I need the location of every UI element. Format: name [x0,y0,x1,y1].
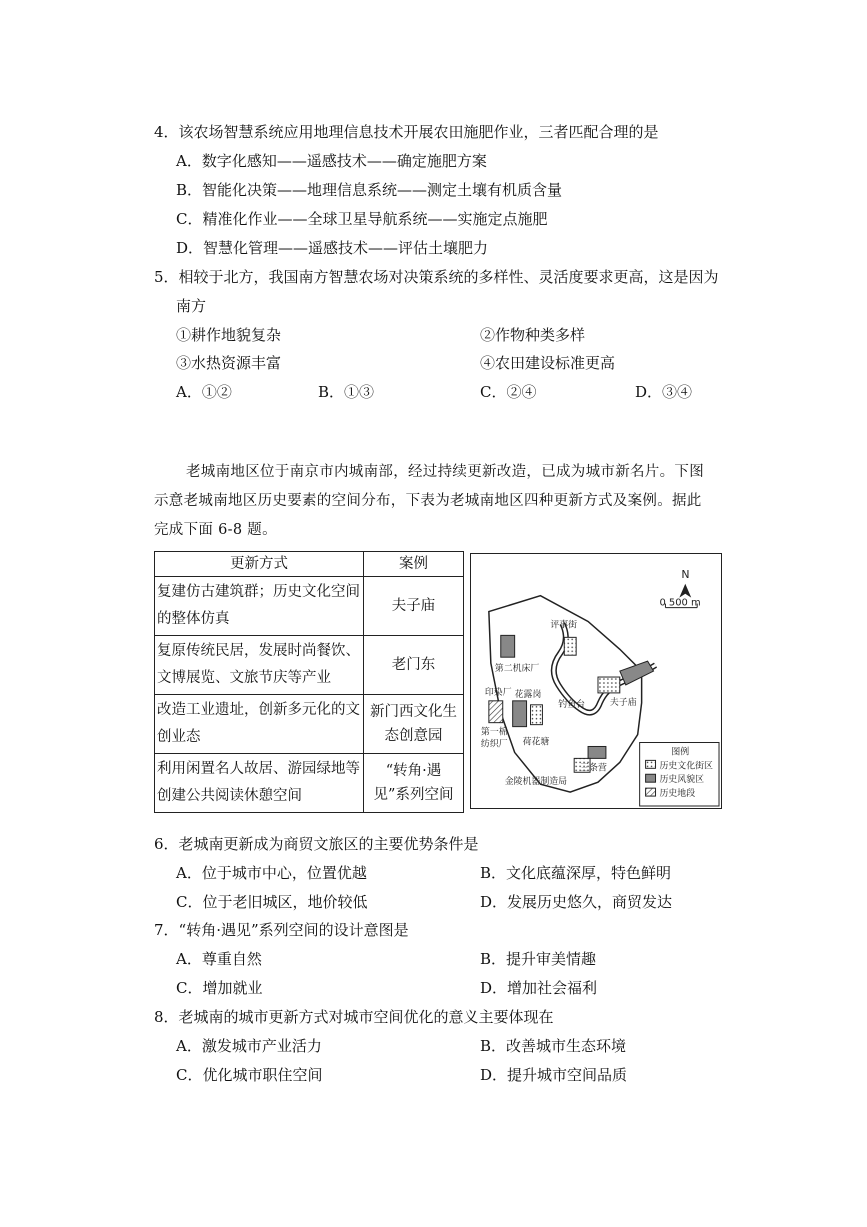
passage-line-1: 老城南地区位于南京市内城南部，经过持续更新改造，已成为城市新名片。下图 [186,464,704,480]
map-label: 第二机床厂 [494,664,540,675]
question-4-stem: 4．该农场智慧系统应用地理信息技术开展农田施肥作业，三者匹配合理的是 [154,123,659,141]
map-label: 荷花塘 [522,737,550,748]
legend-item: 历史地段 [659,789,696,800]
question-7-option-a[interactable]: A．尊重自然 [176,950,262,968]
question-6-option-d[interactable]: D．发展历史悠久，商贸发达 [480,893,673,911]
feature-area [588,746,606,758]
table-header-method: 更新方式 [155,552,364,577]
question-8-option-c[interactable]: C．优化城市职住空间 [176,1066,323,1084]
table-cell-case: “转角·遇 见”系列空间 [364,754,464,813]
question-8-option-d[interactable]: D．提升城市空间品质 [480,1066,628,1084]
question-8-option-a[interactable]: A．激发城市产业活力 [176,1037,322,1055]
map-label: 评事街 [550,620,578,631]
feature-area [489,701,503,723]
table-cell-case: 新门西文化生 态创意园 [364,695,464,754]
map-label: 花露岗 [514,689,542,700]
feature-area [598,677,620,693]
question-6-option-c[interactable]: C．位于老旧城区，地价较低 [176,893,368,911]
passage-line-2: 示意老城南地区历史要素的空间分布，下表为老城南地区四种更新方式及案例。据此 [154,493,702,509]
question-5-stem-cont: 南方 [176,297,207,315]
question-5-option-c[interactable]: C．②④ [480,383,537,401]
feature-area [564,637,576,655]
question-4-option-b[interactable]: B．智能化决策——地理信息系统——测定土壤有机质含量 [176,181,563,199]
map-label: 三条营 [580,763,607,774]
legend-item: 历史风貌区 [659,775,705,786]
question-5-option-d[interactable]: D．③④ [635,383,693,401]
question-5-statement-2: ②作物种类多样 [480,326,586,344]
legend-title: 图例 [671,747,690,758]
table-row [155,577,464,636]
map-label: 印染厂 [484,687,512,698]
update-methods-table [154,551,464,813]
table-row [155,754,464,813]
table-row [155,695,464,754]
map-label: 金陵机器制造局 [504,777,568,788]
table-header-row [155,552,464,577]
north-arrow-icon [679,584,691,598]
map-label: 第一棉 [480,727,508,738]
question-5-stem: 5．相较于北方，我国南方智慧农场对决策系统的多样性、灵活度要求更高，这是因为 [154,268,719,286]
table-cell-method: 利用闲置名人故居、游园绿地等 创建公共阅读休憩空间 [155,754,364,813]
question-5-statement-1: ①耕作地貌复杂 [176,326,282,344]
question-7-option-c[interactable]: C．增加就业 [176,979,263,997]
legend-swatch [646,774,656,782]
passage-line-3: 完成下面 6-8 题。 [154,522,277,538]
question-6-stem: 6．老城南更新成为商贸文旅区的主要优势条件是 [154,835,479,853]
question-4-option-c[interactable]: C．精准化作业——全球卫星导航系统——实施定点施肥 [176,210,548,228]
question-6-option-b[interactable]: B．文化底蕴深厚，特色鲜明 [480,864,672,882]
question-5-option-b[interactable]: B．①③ [318,383,375,401]
legend-swatch [646,788,656,796]
table-header-case: 案例 [364,552,464,577]
scale-label: 0 500 m [659,597,701,609]
table-cell-method: 复原传统民居，发展时尚餐饮、 文博展览、文旅节庆等产业 [155,636,364,695]
question-5-statement-4: ④农田建设标准更高 [480,354,616,372]
feature-area [513,701,527,727]
question-7-option-b[interactable]: B．提升审美情趣 [480,950,597,968]
map-label: 钓鱼台 [558,699,586,710]
question-4-option-d[interactable]: D．智慧化管理——遥感技术——评估土壤肥力 [176,239,489,257]
question-7-option-d[interactable]: D．增加社会福利 [480,979,598,997]
question-7-stem: 7．“转角·遇见”系列空间的设计意图是 [154,921,409,939]
question-8-stem: 8．老城南的城市更新方式对城市空间优化的意义主要体现在 [154,1008,554,1026]
table-cell-case: 夫子庙 [364,577,464,636]
feature-area [501,635,515,657]
legend-swatch [646,760,656,768]
north-label: N [681,567,690,581]
question-8-option-b[interactable]: B．改善城市生态环境 [480,1037,627,1055]
feature-area [531,705,543,725]
table-cell-method: 改造工业遗址，创新多元化的文 创业态 [155,695,364,754]
old-city-south-map [470,553,722,809]
question-5-statement-3: ③水热资源丰富 [176,354,282,372]
table-cell-method: 复建仿古建筑群；历史文化空间 的整体仿真 [155,577,364,636]
question-5-option-a[interactable]: A．①② [176,383,232,401]
question-4-option-a[interactable]: A．数字化感知——遥感技术——确定施肥方案 [176,152,487,170]
map-label: 夫子庙 [609,697,637,708]
question-6-option-a[interactable]: A．位于城市中心，位置优越 [176,864,367,882]
map-label: 纺织厂 [480,739,508,750]
table-cell-case: 老门东 [364,636,464,695]
table-row [155,636,464,695]
legend-item: 历史文化街区 [659,761,713,772]
